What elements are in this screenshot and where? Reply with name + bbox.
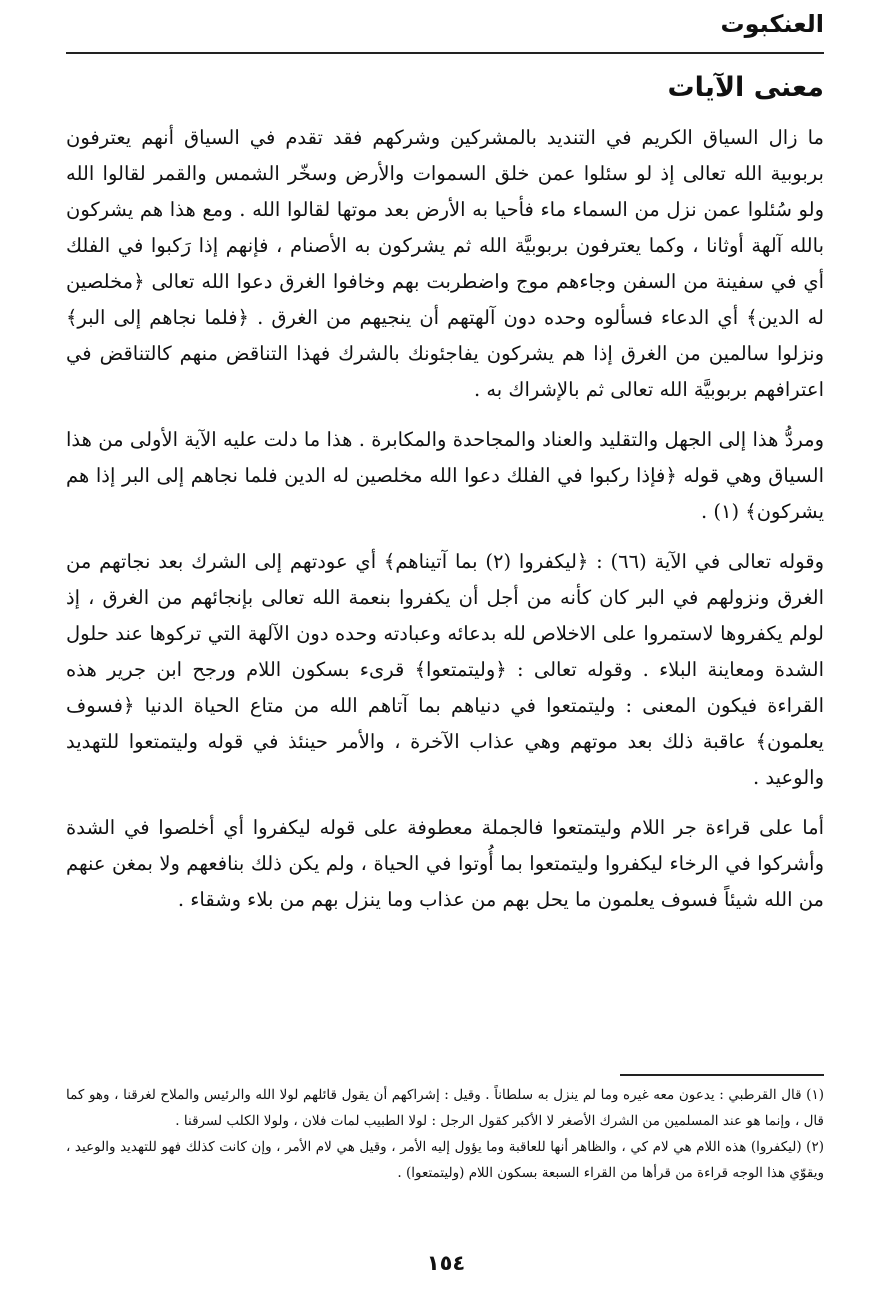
section-title: معنى الآيات [667,72,824,103]
body-paragraph-2: ومردُّ هذا إلى الجهل والتقليد والعناد والمجاحدة والمكابرة . هذا ما دلت عليه الآية الأولى من هذا السياق وهي قوله ﴿فإذا ركبوا في الفلك دعوا الله مخلصين له الدين فلما نجاهم إلى البر إذا هم يشركون﴾ (١) . [66,428,824,523]
body-paragraph-3: وقوله تعالى في الآية (٦٦) : ﴿ليكفروا (٢) بما آتيناهم﴾ أي عودتهم إلى الشرك بعد نجاتهم من الغرق ونزولهم في البر كان كأنه من أجل أن يكفروا بنعمة الله تعالى بإنجائهم من الغرق ، إذ لولم يكفروها لاستمروا على الاخلاص لله بدعائه وعبادته وحده دون الآلهة التي تركوها عند حلول الشدة ومعاينة البلاء . وقوله تعالى : ﴿وليتمتعوا﴾ قرىء بسكون اللام ورجح ابن جرير هذه القراءة فيكون المعنى : وليتمتعوا في دنياهم بما آتاهم الله من متاع الحياة الدنيا ﴿فسوف يعلمون﴾ عاقبة ذلك بعد موتهم وهي عذاب الآخرة ، والأمر حينئذ في قوله وليتمتعوا للتهديد والوعيد . [66,550,825,789]
page-number: ١٥٤ [426,1251,466,1275]
footnote-rule [620,1074,824,1076]
body-paragraph-4: أما على قراءة جر اللام وليتمتعوا فالجملة معطوفة على قوله ليكفروا أي أخلصوا في الشدة وأشركوا في الرخاء ليكفروا وليتمتعوا بما أُوتوا في الحياة ، ولم يكن ذلك بنافعهم ولا بمغن عنهم من الله شيئاً فسوف يعلمون ما يحل بهم من عذاب وما ينزل بهم من بلاء وشقاء . [66,816,824,911]
running-head: العنكبوت [720,10,824,38]
body-text [66,120,824,918]
body-paragraph-1: ما زال السياق الكريم في التنديد بالمشركين وشركهم فقد تقدم في السياق أنهم يعترفون بربوبية الله تعالى إذ لو سئلوا عمن خلق السموات والأرض وسخّر الشمس والقمر لقالوا الله ولو سُئلوا عمن نزل من السماء ماء فأحيا به الأرض بعد موتها لقالوا الله . ومع هذا هم يشركون بالله آلهة أوثانا ، وكما يعترفون بربوبيَّة الله ثم يشركون به الأصنام ، فإنهم إذا رَكبوا في الفلك أي في سفينة من السفن وجاءهم موج واضطربت بهم وخافوا الغرق دعوا الله تعالى ﴿مخلصين له الدين﴾ أي الدعاء فسألوه وحده دون آلهتهم أن ينجيهم من الغرق . ﴿فلما نجاهم إلى البر﴾ ونزلوا سالمين من الغرق إذا هم يشركون يفاجئونك بالشرك فهذا التناقض منهم كالتناقض في اعترافهم بربوبيَّة الله تعالى ثم بالإشراك به . [66,126,824,401]
header-rule [66,52,824,54]
footnote-1: (١) قال القرطبي : يدعون معه غيره وما لم ينزل به سلطاناً . وقيل : إشراكهم أن يقول قائلهم لولا الله والرئيس والملاح لغرقنا ، وهو كما قال ، وإنما هو عند المسلمين من الشرك الأصغر لا الأكبر كقول الرجل : لولا الطبيب لمات فلان ، ولولا الكلب لسرقنا . [66,1087,824,1129]
footnotes [66,1082,824,1186]
footnote-2: (٢) (ليكفروا) هذه اللام هي لام كي ، والظاهر أنها للعاقبة وما يؤول إليه الأمر ، وقيل هي لام الأمر ، وإن كانت كذلك فهو للتهديد والوعيد ، ويقوّي هذا الوجه قراءة من قرأها من القراء السبعة بسكون اللام (وليتمتعوا) . [66,1139,824,1181]
